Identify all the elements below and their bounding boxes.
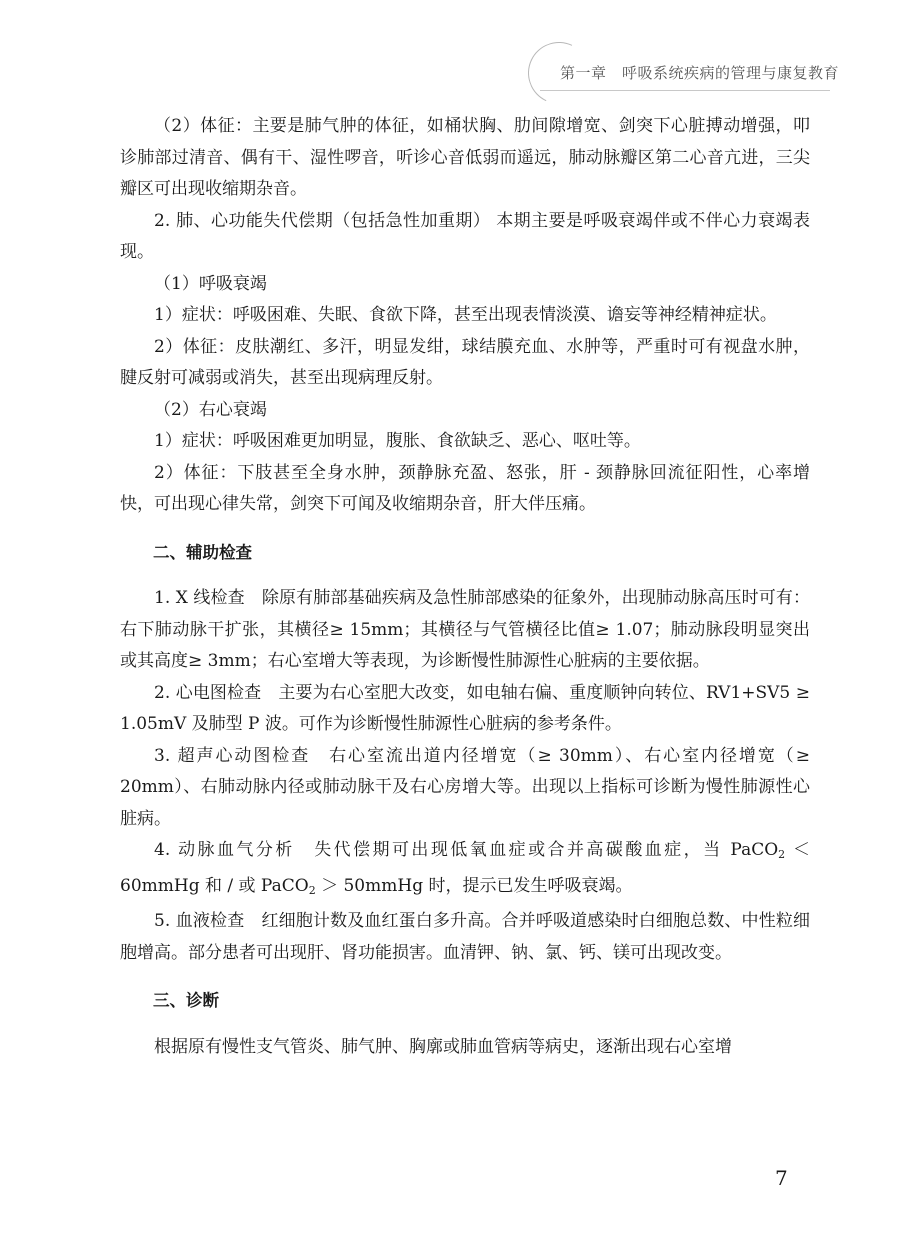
header-rule <box>540 90 830 91</box>
subscript-2: 2 <box>778 848 786 861</box>
subheading-respiratory-failure: （1）呼吸衰竭 <box>154 273 267 294</box>
paragraph-echo: 3. 超声心动图检查 右心室流出道内径增宽（≥ 30mm）、右心室内径增宽（≥ 20mm）、右肺动脉内径或肺动脉干及右心房增大等。出现以上指标可诊断为慢性肺源性心脏病。 <box>120 745 810 829</box>
paragraph-rf-signs: 2）体征：皮肤潮红、多汗，明显发绀，球结膜充血、水肿等，严重时可有视盘水肿，腱反射可减弱或消失，甚至出现病理反射。 <box>120 336 810 388</box>
paragraph-blood-test: 5. 血液检查 红细胞计数及血红蛋白多升高。合并呼吸道感染时白细胞总数、中性粒细胞增高。部分患者可出现肝、肾功能损害。血清钾、钠、氯、钙、镁可出现改变。 <box>120 911 810 963</box>
paragraph-xray: 1. X 线检查 除原有肺部基础疾病及急性肺部感染的征象外，出现肺动脉高压时可有：右下肺动脉干扩张，其横径≥ 15mm；其横径与气管横径比值≥ 1.07；肺动脉段明显突出或其高度≥ 3mm；右心室增大等表现，为诊断慢性肺源性心脏病的主要依据。 <box>120 588 810 671</box>
paragraph-rf-symptoms: 1）症状：呼吸困难、失眠、食欲下降，甚至出现表情淡漠、谵妄等神经精神症状。 <box>154 305 777 325</box>
running-header: 第一章 呼吸系统疾病的管理与康复教育 <box>560 64 840 82</box>
section-heading-auxiliary-exams: 二、辅助检查 <box>153 542 252 562</box>
blood-gas-text-b: ＜ 60mmHg 和 / 或 PaCO <box>120 840 811 896</box>
page-body <box>120 111 810 1063</box>
blood-gas-text-a: 4. 动脉血气分析 失代偿期可出现低氧血症或合并高碳酸血症，当 PaCO <box>154 840 779 860</box>
paragraph-signs: （2）体征：主要是肺气肿的体征，如桶状胸、肋间隙增宽、剑突下心脏搏动增强，叩诊肺部过清音、偶有干、湿性啰音，听诊心音低弱而遥远，肺动脉瓣区第二心音亢进，三尖瓣区可出现收缩期杂音。 <box>120 116 810 199</box>
paragraph-rhf-symptoms: 1）症状：呼吸困难更加明显，腹胀、食欲缺乏、恶心、呕吐等。 <box>154 431 641 451</box>
paragraph-decompensation: 2. 肺、心功能失代偿期（包括急性加重期） 本期主要是呼吸衰竭伴或不伴心力衰竭表现。 <box>120 210 810 262</box>
paragraph-ecg: 2. 心电图检查 主要为右心室肥大改变，如电轴右偏、重度顺钟向转位、RV1+SV5 ≥ 1.05mV 及肺型 P 波。可作为诊断慢性肺源性心脏病的参考条件。 <box>120 682 810 734</box>
blood-gas-text-c: ＞ 50mmHg 时，提示已发生呼吸衰竭。 <box>315 875 633 896</box>
section-heading-diagnosis: 三、诊断 <box>153 991 219 1010</box>
subheading-right-heart-failure: （2）右心衰竭 <box>154 399 267 420</box>
subscript-2: 2 <box>308 883 316 897</box>
paragraph-blood-gas <box>120 835 810 906</box>
page-number: 7 <box>775 1166 788 1190</box>
paragraph-diagnosis: 根据原有慢性支气管炎、肺气肿、胸廓或肺血管病等病史，逐渐出现右心室增 <box>154 1036 732 1057</box>
paragraph-rhf-signs: 2）体征：下肢甚至全身水肿，颈静脉充盈、怒张，肝 - 颈静脉回流征阳性，心率增快，可出现心律失常，剑突下可闻及收缩期杂音，肝大伴压痛。 <box>120 462 810 514</box>
